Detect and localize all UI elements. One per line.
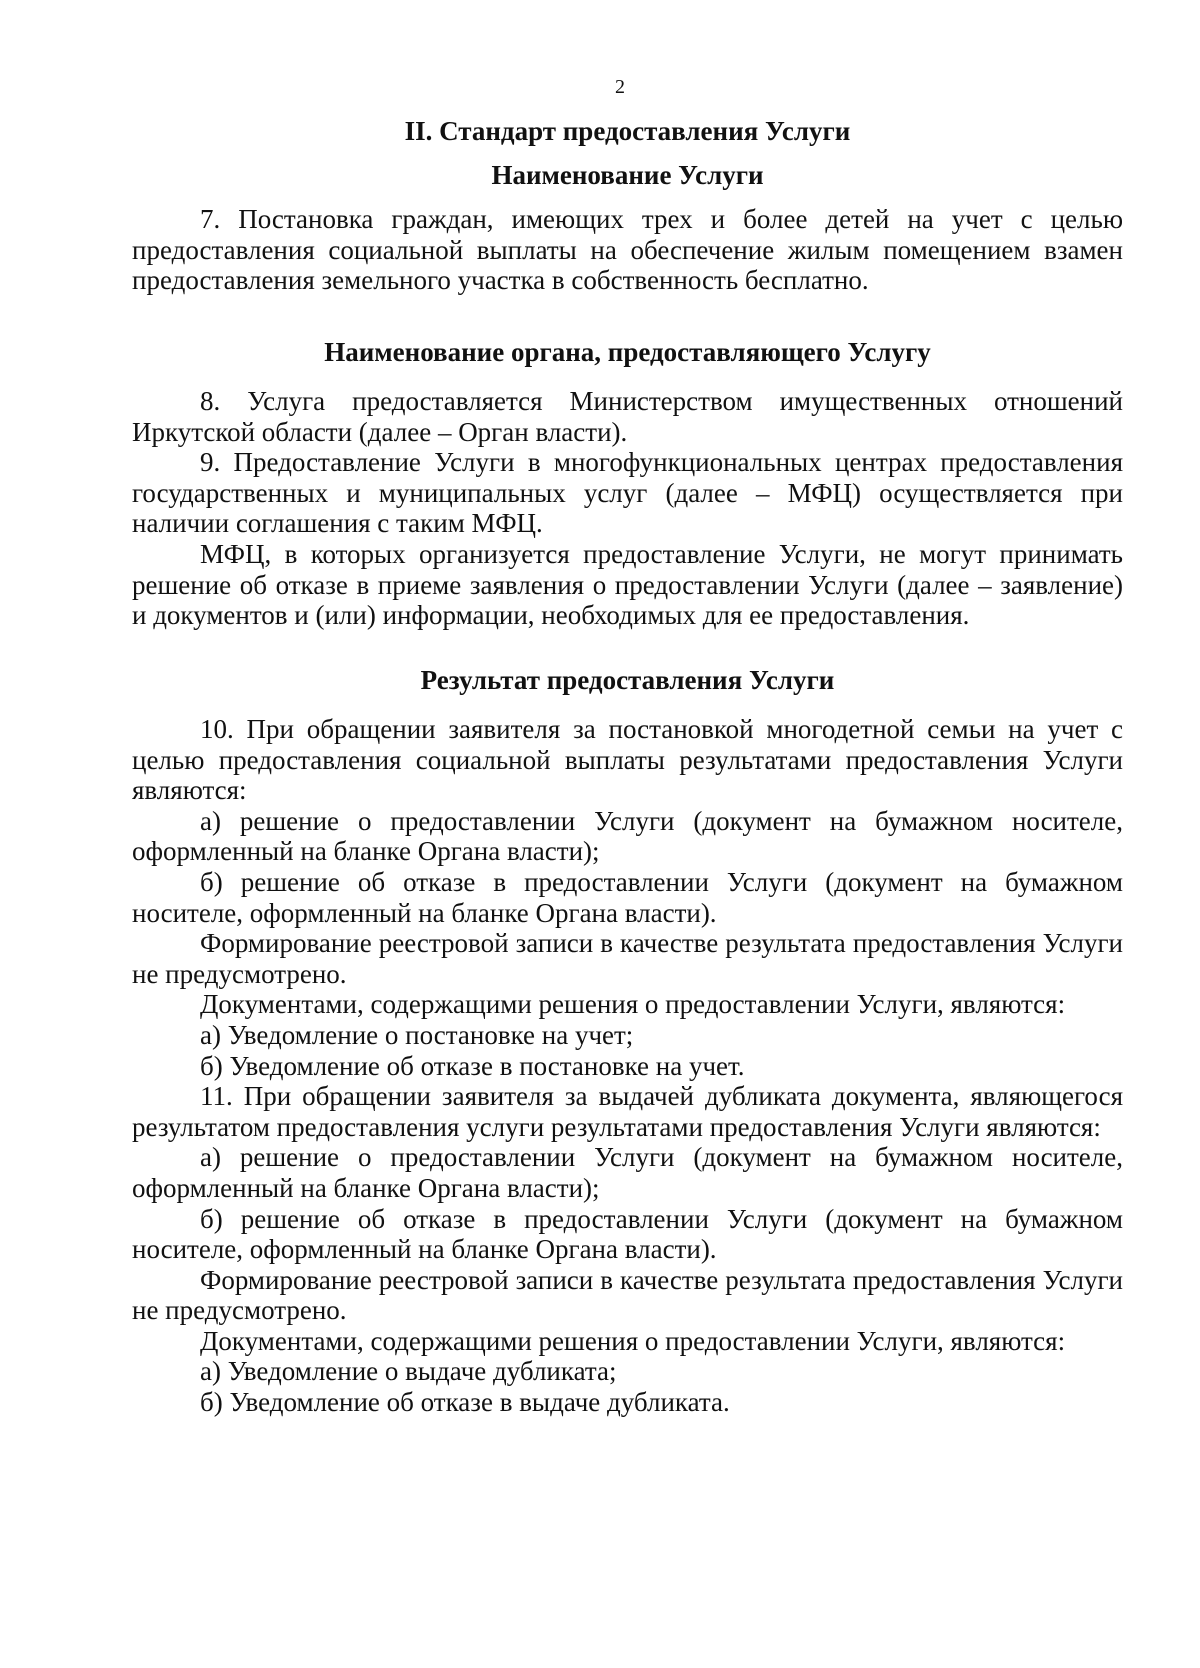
heading-result: Результат предоставления Услуги — [420, 665, 835, 695]
paragraph-mfc: МФЦ, в которых организуется предоставление Услуги, не могут принимать решение об отказе в приеме заявления о предоставлении Услуги (далее – заявление) и документов и (или) информации, необходимых для ее предоставления. — [132, 538, 1123, 631]
heading-authority: Наименование органа, предоставляющего Услугу — [324, 337, 931, 367]
paragraph-11b: б) решение об отказе в предоставлении Услуги (документ на бумажном носителе, оформленный на бланке Органа власти). — [132, 1203, 1123, 1265]
paragraph-10-doc-a: а) Уведомление о постановке на учет; — [200, 1019, 634, 1050]
paragraph-10: 10. При обращении заявителя за постановкой многодетной семьи на учет с целью предоставления социальной выплаты результатами предоставления Услуги являются: — [132, 714, 1123, 806]
paragraph-10-registry: Формирование реестровой записи в качестве результата предоставления Услуги не предусмотрено. — [132, 928, 1123, 989]
paragraph-10-documents: Документами, содержащими решения о предоставлении Услуги, являются: — [200, 989, 1066, 1020]
paragraph-10a: а) решение о предоставлении Услуги (документ на бумажном носителе, оформленный на бланке Органа власти); — [132, 805, 1123, 867]
section-title: II. Стандарт предоставления Услуги — [404, 116, 851, 146]
paragraph-11-registry: Формирование реестровой записи в качестве результата предоставления Услуги не предусмотрено. — [132, 1264, 1123, 1326]
paragraph-11a: а) решение о предоставлении Услуги (документ на бумажном носителе, оформленный на бланке Органа власти); — [132, 1142, 1123, 1203]
page-number: 2 — [615, 76, 625, 98]
paragraph-11: 11. При обращении заявителя за выдачей дубликата документа, являющегося результатом предоставления услуги результатами предоставления Услуги являются: — [132, 1081, 1123, 1142]
paragraph-9: 9. Предоставление Услуги в многофункциональных центрах предоставления государственных и муниципальных услуг (далее – МФЦ) осуществляется при наличии соглашения с таким МФЦ. — [132, 447, 1123, 539]
paragraph-7: 7. Постановка граждан, имеющих трех и более детей на учет с целью предоставления социальной выплаты на обеспечение жилым помещением взамен предоставления земельного участка в собственность бесплатно. — [132, 204, 1123, 296]
paragraph-11-doc-b: б) Уведомление об отказе в выдаче дубликата. — [200, 1387, 730, 1418]
paragraph-10b: б) решение об отказе в предоставлении Услуги (документ на бумажном носителе, оформленный на бланке Органа власти). — [132, 866, 1123, 928]
paragraph-11-doc-a: а) Уведомление о выдаче дубликата; — [200, 1356, 617, 1387]
paragraph-11-documents: Документами, содержащими решения о предоставлении Услуги, являются: — [200, 1325, 1066, 1356]
block-result — [132, 714, 1123, 1418]
paragraph-8: 8. Услуга предоставляется Министерством имущественных отношений Иркутской области (далее – Орган власти). — [132, 386, 1123, 447]
block-authority — [132, 386, 1123, 631]
heading-service-name: Наименование Услуги — [491, 160, 764, 190]
block-service-name — [132, 204, 1123, 296]
paragraph-10-doc-b: б) Уведомление об отказе в постановке на учет. — [200, 1050, 745, 1081]
